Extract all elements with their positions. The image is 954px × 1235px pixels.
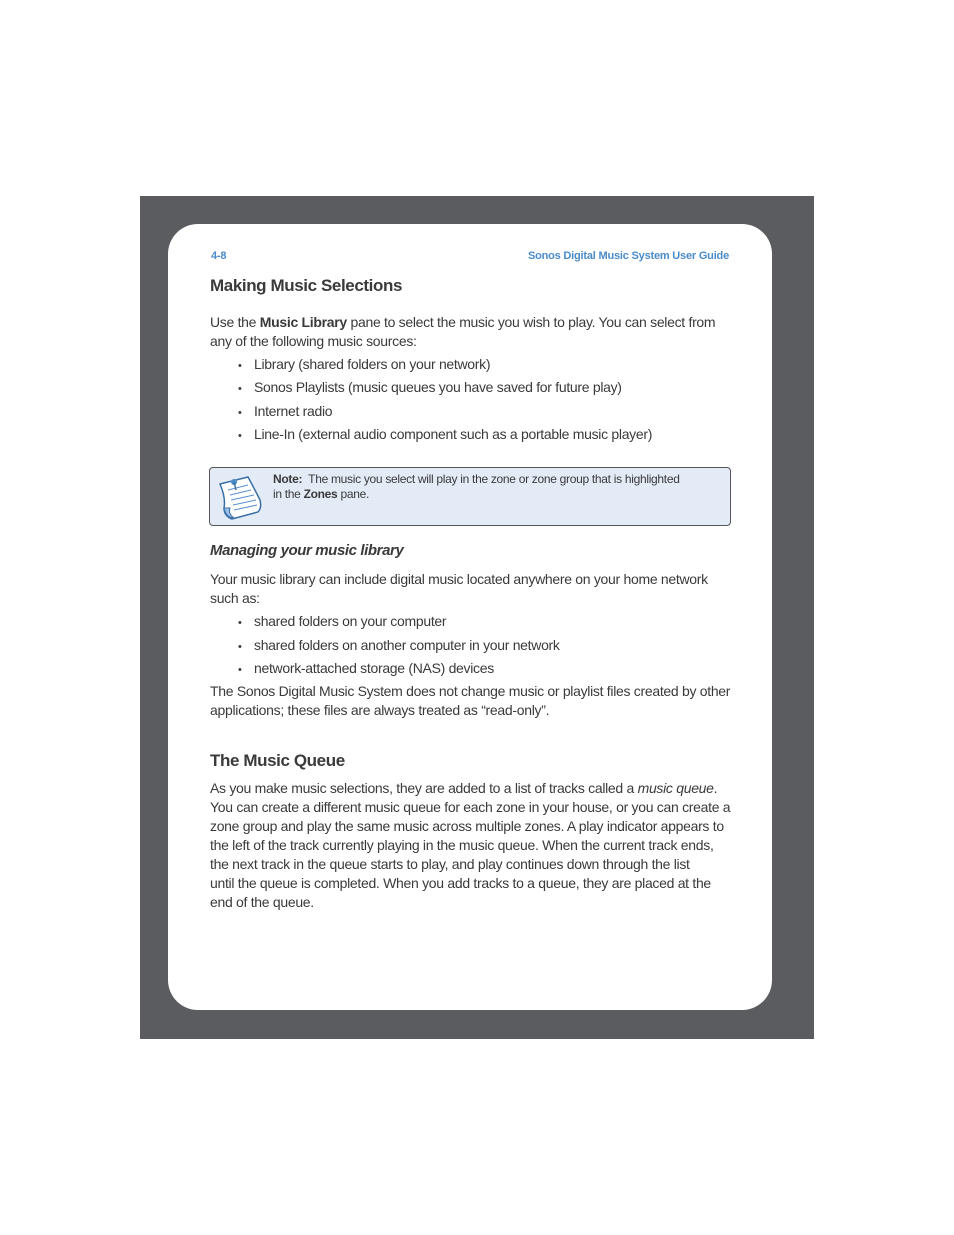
list-item: • Sonos Playlists (music queues you have saved for future play) bbox=[238, 379, 622, 395]
subsection-intro: Your music library can include digital music located anywhere on your home network such as: bbox=[210, 571, 708, 606]
list-item: • network-attached storage (NAS) devices bbox=[238, 660, 494, 676]
note-paper-icon bbox=[214, 474, 266, 522]
subsection-closing: The Sonos Digital Music System does not change music or playlist files created by other applications; these files are always treated as “read-only”. bbox=[210, 683, 731, 718]
section1-intro: Use the Music Library pane to select the music you wish to play. You can select from any of the following music sources: bbox=[210, 314, 716, 349]
section2-body: As you make music selections, they are added to a list of tracks called a music queue. You can create a different music queue for each zone in your house, or you can create a zone group and play the same music across multiple zones. A play indicator appears to the left of the track currently playing in the music queue. When the current track ends, the next track in the queue starts to play, and play continues down through the list until the queue is completed. When you add tracks to a queue, they are placed at the end of the queue. bbox=[210, 780, 731, 910]
guide-title: Sonos Digital Music System User Guide bbox=[527, 250, 729, 262]
section-title-music-queue: The Music Queue bbox=[210, 751, 345, 770]
page-number: 4-8 bbox=[211, 250, 227, 262]
list-item: • Library (shared folders on your network) bbox=[238, 356, 491, 372]
list-item: • Internet radio bbox=[238, 403, 333, 419]
list-item: • Line-In (external audio component such as a portable music player) bbox=[238, 426, 653, 442]
subsection-title-managing-music-library: Managing your music library bbox=[210, 542, 404, 559]
section-title-making-music-selections: Making Music Selections bbox=[210, 276, 403, 295]
note-label: Note: bbox=[273, 472, 303, 486]
list-item: • shared folders on another computer in your network bbox=[238, 637, 560, 653]
music-queue-term: music queue bbox=[637, 780, 714, 796]
note-text: Note: The music you select will play in the zone or zone group that is highlighted in the Zones pane. bbox=[273, 472, 680, 501]
zones-term: Zones bbox=[303, 486, 338, 501]
list-item: • shared folders on your computer bbox=[238, 613, 447, 629]
music-library-term: Music Library bbox=[259, 314, 347, 330]
